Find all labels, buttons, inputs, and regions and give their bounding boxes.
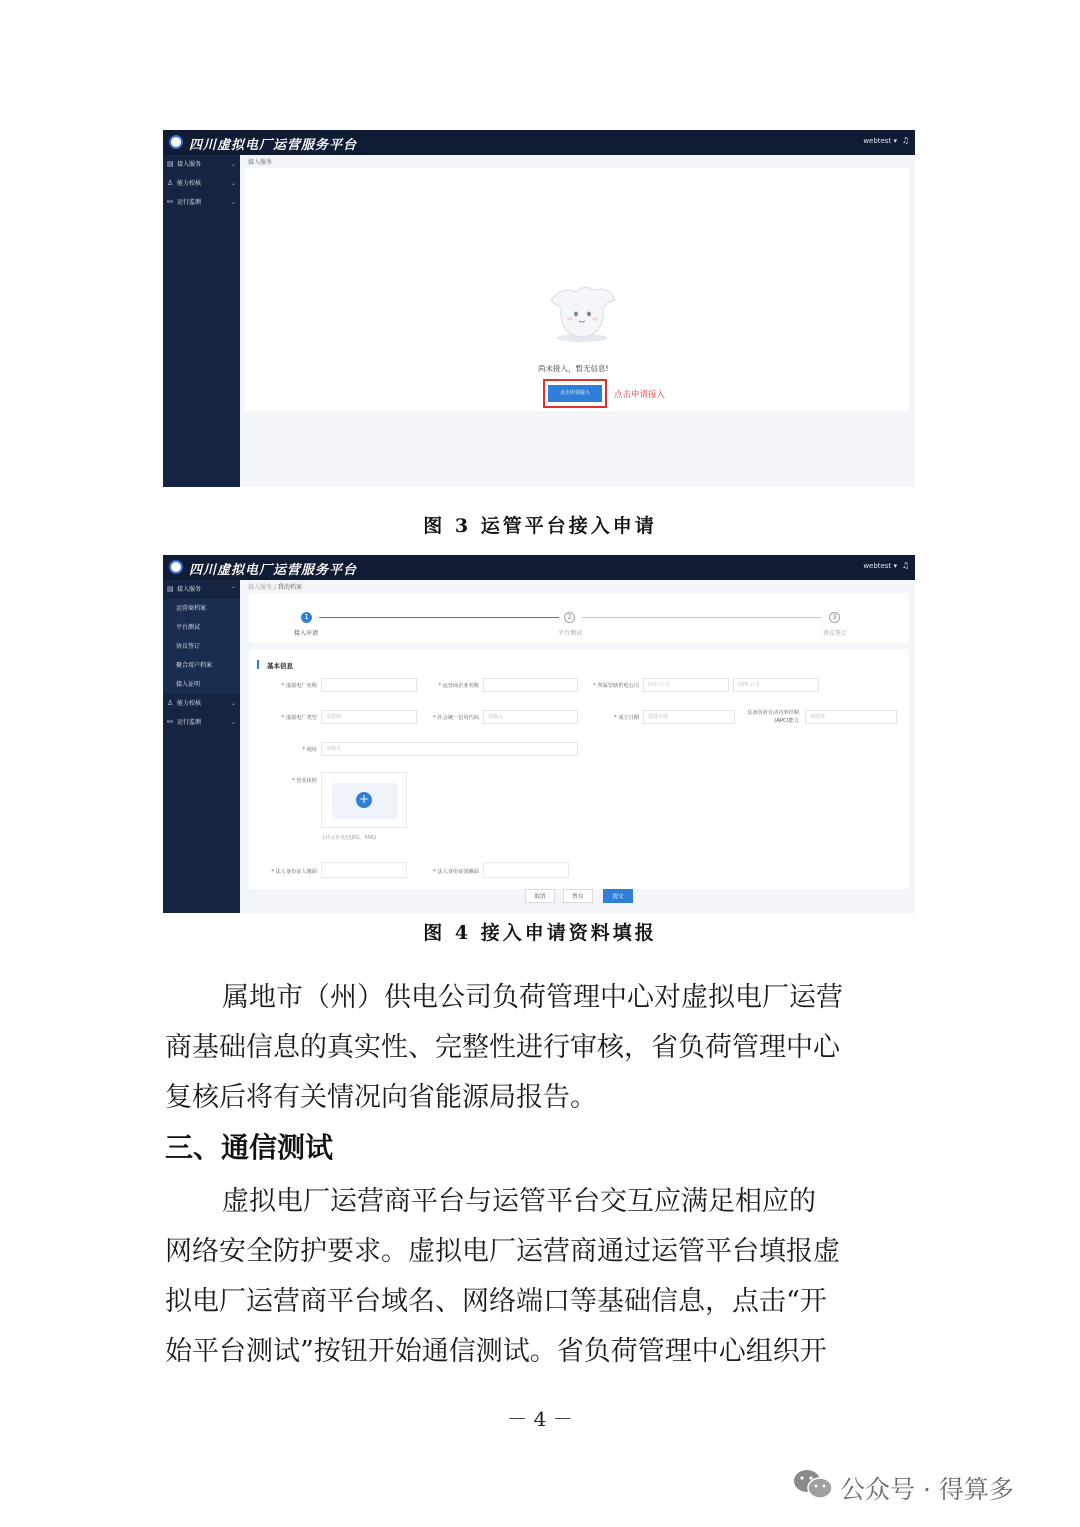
figure3-caption: 图 3 运管平台接入申请	[423, 515, 657, 537]
submit-button[interactable]: 提交	[603, 889, 633, 903]
field-label-apc-2: (APC)能力	[774, 718, 799, 724]
apc-select[interactable]: 请选择	[805, 710, 897, 724]
field-label-est-date: * 成立日期	[614, 715, 639, 721]
sidebar-item-access[interactable]	[163, 580, 240, 599]
field-label-license: * 营业执照	[292, 778, 317, 784]
field-label-address: * 地址	[302, 747, 317, 753]
sidebar-item-monitor[interactable]	[163, 193, 240, 212]
field-label-id-front: * 法人身份证人像面	[271, 869, 317, 875]
step-3-label: 协议签订	[823, 630, 848, 637]
user-check-icon: ♙	[167, 699, 174, 707]
user-check-icon: ♙	[167, 179, 174, 187]
empty-state-text: 尚未接入，暂无信息!	[538, 364, 609, 373]
wechat-icon	[792, 1468, 834, 1500]
section-title: 基本信息	[267, 662, 293, 670]
chevron-down-icon: ⌄	[230, 700, 236, 707]
paragraph-2-line-2: 网络安全防护要求。虚拟电厂运营商通过运管平台填报虚	[165, 1236, 840, 1267]
monitor-icon: ⚯	[167, 198, 173, 206]
field-label-power-company: * 所属管辖供电公司	[593, 683, 639, 689]
field-label-operator-name: * 运营商企业名称	[438, 683, 479, 689]
logo-icon	[169, 135, 183, 149]
sidebar-subitem-aggregate-users[interactable]: 聚合用户档案	[163, 656, 240, 675]
step-connector	[319, 617, 559, 618]
plug-icon: ▤	[167, 160, 174, 168]
page-number: － 4 －	[507, 1407, 573, 1431]
sidebar-item-label: 能力校核	[177, 700, 202, 707]
paragraph-2-line-3: 拟电厂运营商平台域名、网络端口等基础信息，点击“开	[165, 1286, 827, 1317]
breadcrumb-parent[interactable]: 接入服务	[248, 584, 273, 591]
plug-icon: ▤	[167, 585, 174, 593]
credit-code-input[interactable]: 请输入	[483, 710, 578, 724]
section-accent-bar	[257, 660, 259, 669]
plus-icon: +	[356, 792, 372, 808]
sidebar-item-label: 能力校核	[177, 180, 202, 187]
sidebar-item-capability[interactable]	[163, 174, 240, 193]
chevron-down-icon: ⌄	[230, 199, 236, 206]
vpp-type-select[interactable]: 请选择	[321, 710, 417, 724]
user-menu[interactable]: webtest ▾	[863, 562, 897, 570]
breadcrumb: 接入服务 / 我的档案	[248, 584, 302, 591]
step-1-dot: 1	[301, 612, 312, 623]
section-heading: 三、通信测试	[165, 1131, 334, 1164]
sidebar-subitem-platform-test[interactable]: 平台测试	[163, 618, 240, 637]
brand-title: 四川虚拟电厂运营服务平台	[189, 563, 358, 578]
top-bar	[163, 555, 915, 580]
paragraph-1-line-3: 复核后将有关情况向省能源局报告。	[165, 1082, 597, 1113]
paragraph-2-line-4: 始平台测试”按钮开始通信测试。省负荷管理中心组织开	[165, 1336, 827, 1367]
chevron-down-icon: ⌄	[230, 180, 236, 187]
watermark-text: 公众号 · 得算多	[840, 1475, 1014, 1504]
sidebar-subitem-operator-profile[interactable]: 运营商档案	[163, 599, 240, 618]
breadcrumb-current: 我的档案	[277, 584, 302, 591]
field-label-vpp-name: * 虚拟电厂名称	[281, 683, 317, 689]
sidebar	[163, 155, 240, 487]
id-front-upload[interactable]	[321, 862, 407, 878]
step-3-dot: 3	[829, 612, 840, 623]
figure4-caption: 图 4 接入申请资料填报	[423, 922, 657, 944]
paragraph-1-line-1: 属地市（州）供电公司负荷管理中心对虚拟电厂运营	[222, 982, 843, 1013]
sidebar	[163, 580, 240, 913]
figure4-screenshot	[163, 555, 915, 913]
sidebar-item-capability[interactable]	[163, 694, 240, 713]
step-connector	[582, 617, 822, 618]
apply-hint-annotation: 点击申请接入	[614, 390, 666, 400]
chevron-down-icon: ⌄	[230, 161, 236, 168]
field-label-credit-code: * 社会统一信用代码	[433, 715, 479, 721]
power-company-select-2[interactable]: 国网 公司	[733, 678, 819, 692]
sidebar-item-label: 运行监测	[177, 719, 202, 726]
paragraph-2-line-1: 虚拟电厂运营商平台与运管平台交互应满足相应的	[222, 1186, 816, 1217]
field-label-apc-1: 具备负荷自动功率控制	[747, 710, 799, 716]
sidebar-subitem-access-proof[interactable]: 接入证明	[163, 675, 240, 694]
license-upload[interactable]	[321, 772, 407, 828]
sidebar-subitem-agreement[interactable]: 协议签订	[163, 637, 240, 656]
cancel-button[interactable]: 取消	[525, 889, 555, 903]
figure3-screenshot	[163, 130, 915, 487]
step-2-label: 平台测试	[558, 630, 583, 637]
step-1-label: 接入申请	[294, 630, 319, 637]
user-menu[interactable]: webtest ▾	[863, 137, 897, 145]
step-2-dot: 2	[564, 612, 575, 623]
sidebar-item-label: 运行监测	[177, 199, 202, 206]
logo-icon	[169, 560, 183, 574]
paragraph-1-line-2: 商基础信息的真实性、完整性进行审核，省负荷管理中心	[165, 1032, 840, 1063]
apply-access-button[interactable]: 点击申请接入	[548, 385, 602, 402]
empty-state-mascot-icon	[543, 280, 621, 344]
est-date-picker[interactable]: 选择日期	[643, 710, 735, 724]
sidebar-item-monitor[interactable]	[163, 713, 240, 732]
top-bar	[163, 130, 915, 155]
sidebar-item-access[interactable]	[163, 155, 240, 174]
power-company-select-1[interactable]: 四川 公司	[643, 678, 729, 692]
chevron-up-icon: ⌃	[230, 586, 236, 593]
address-input[interactable]: 请输入	[321, 742, 578, 756]
breadcrumb: 接入服务	[248, 159, 273, 166]
field-label-vpp-type: * 虚拟电厂类型	[281, 715, 317, 721]
sidebar-item-label: 接入服务	[177, 586, 202, 593]
operator-name-input[interactable]	[483, 678, 578, 692]
id-back-upload[interactable]	[483, 862, 569, 878]
sidebar-item-label: 接入服务	[177, 161, 202, 168]
upload-tip: 支持文件类型(JPG、PNG)	[321, 836, 377, 841]
chevron-down-icon: ⌄	[230, 719, 236, 726]
highlight-box	[543, 379, 607, 408]
bell-icon[interactable]: ♫	[901, 136, 909, 145]
vpp-name-input[interactable]	[321, 678, 417, 692]
bell-icon[interactable]: ♫	[901, 561, 909, 570]
monitor-icon: ⚯	[167, 718, 173, 726]
brand-title: 四川虚拟电厂运营服务平台	[189, 138, 358, 153]
field-label-id-back: * 法人身份证国徽面	[433, 869, 479, 875]
save-draft-button[interactable]: 暂存	[563, 889, 593, 903]
